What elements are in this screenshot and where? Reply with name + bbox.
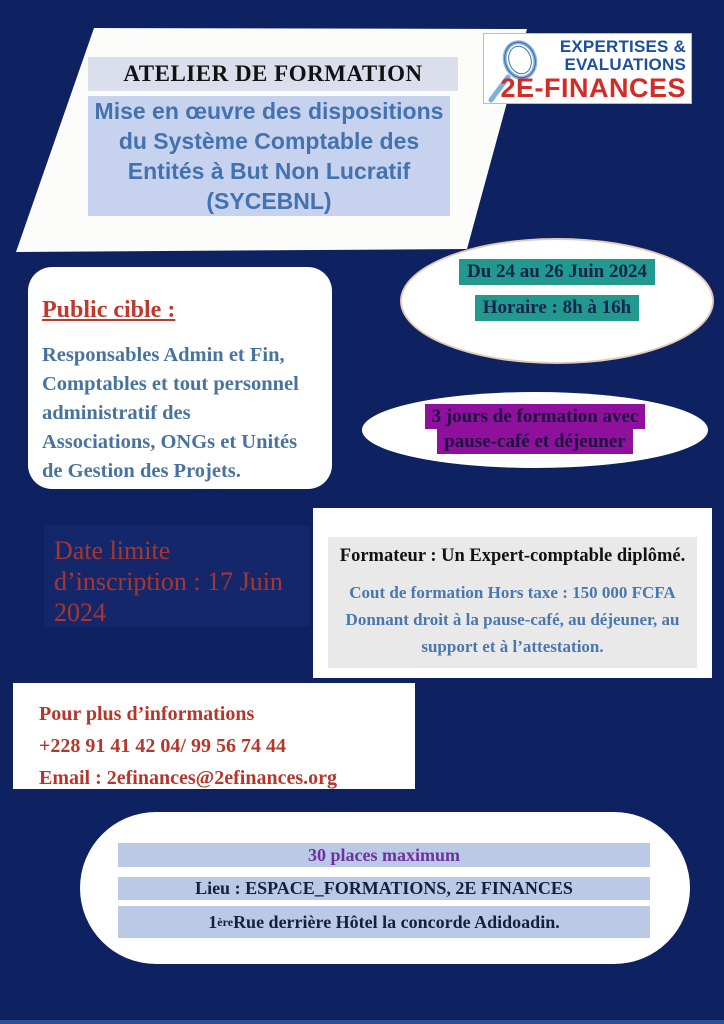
subtitle-line: (SYCEBNL) (206, 188, 332, 214)
trainer-cost-card (313, 508, 712, 678)
subtitle-line: du Système Comptable des (118, 128, 420, 154)
target-audience-card (28, 267, 332, 489)
target-audience-heading: Public cible : (42, 297, 176, 323)
schedule-dates: Du 24 au 26 Juin 2024 (459, 259, 655, 285)
logo-line-2e-finances: 2E-FINANCES (500, 73, 686, 103)
trainer-heading: Formateur : Un Expert-comptable diplômé. (339, 546, 686, 566)
cost-text (328, 579, 697, 660)
audience-line: Responsables Admin et Fin, (42, 344, 285, 366)
title-banner (0, 0, 565, 262)
schedule-ellipse (400, 238, 714, 364)
workshop-title: ATELIER DE FORMATION (88, 57, 458, 91)
subtitle-line: Mise en œuvre des dispositions (94, 98, 444, 124)
venue-card (80, 812, 690, 964)
location-bar: Lieu : ESPACE_FORMATIONS, 2E FINANCES (118, 877, 650, 900)
duration-line: pause-café et déjeuner (437, 429, 633, 454)
audience-line: Associations, ONGs et Unités (42, 431, 298, 453)
subtitle-line: Entités à But Non Lucratif (127, 158, 411, 184)
contact-email: Email : 2efinances@2efinances.org (39, 767, 338, 789)
deadline-line: Date limite (54, 536, 171, 565)
audience-line: Comptables et tout personnel (42, 373, 299, 395)
contact-phone: +228 91 41 42 04/ 99 56 74 44 (39, 735, 286, 757)
address-ordinal: ère (217, 914, 234, 929)
bottom-accent-strip (0, 1020, 724, 1024)
contact-card (13, 683, 415, 789)
logo-text (500, 38, 686, 102)
address-number: 1 (208, 911, 218, 932)
registration-deadline (44, 526, 310, 626)
address-rest: Rue derrière Hôtel la concorde Adidoadin. (233, 911, 560, 932)
audience-line: administratif des (42, 402, 191, 424)
company-logo (483, 33, 692, 104)
capacity-bar: 30 places maximum (118, 843, 650, 867)
cost-line: support et à l’attestation. (421, 637, 604, 656)
logo-line-expertises: EXPERTISES & (559, 37, 686, 56)
logo-line-evaluations: EVALUATIONS (564, 55, 686, 74)
contact-heading: Pour plus d’informations (39, 703, 255, 725)
duration-line: 3 jours de formation avec (425, 404, 646, 429)
deadline-line: 2024 (54, 598, 106, 627)
deadline-line: d’inscription : 17 Juin (54, 567, 283, 596)
trainer-cost-inner (328, 537, 697, 668)
workshop-subtitle (88, 96, 450, 216)
address-bar (118, 906, 650, 938)
audience-line: de Gestion des Projets. (42, 460, 241, 482)
schedule-hours: Horaire : 8h à 16h (475, 295, 639, 321)
target-audience-text (42, 341, 299, 486)
duration-ellipse (362, 392, 708, 468)
cost-line: Cout de formation Hors taxe : 150 000 FCFA (349, 583, 676, 602)
cost-line: Donnant droit à la pause-café, au déjeuner, au (345, 610, 680, 629)
